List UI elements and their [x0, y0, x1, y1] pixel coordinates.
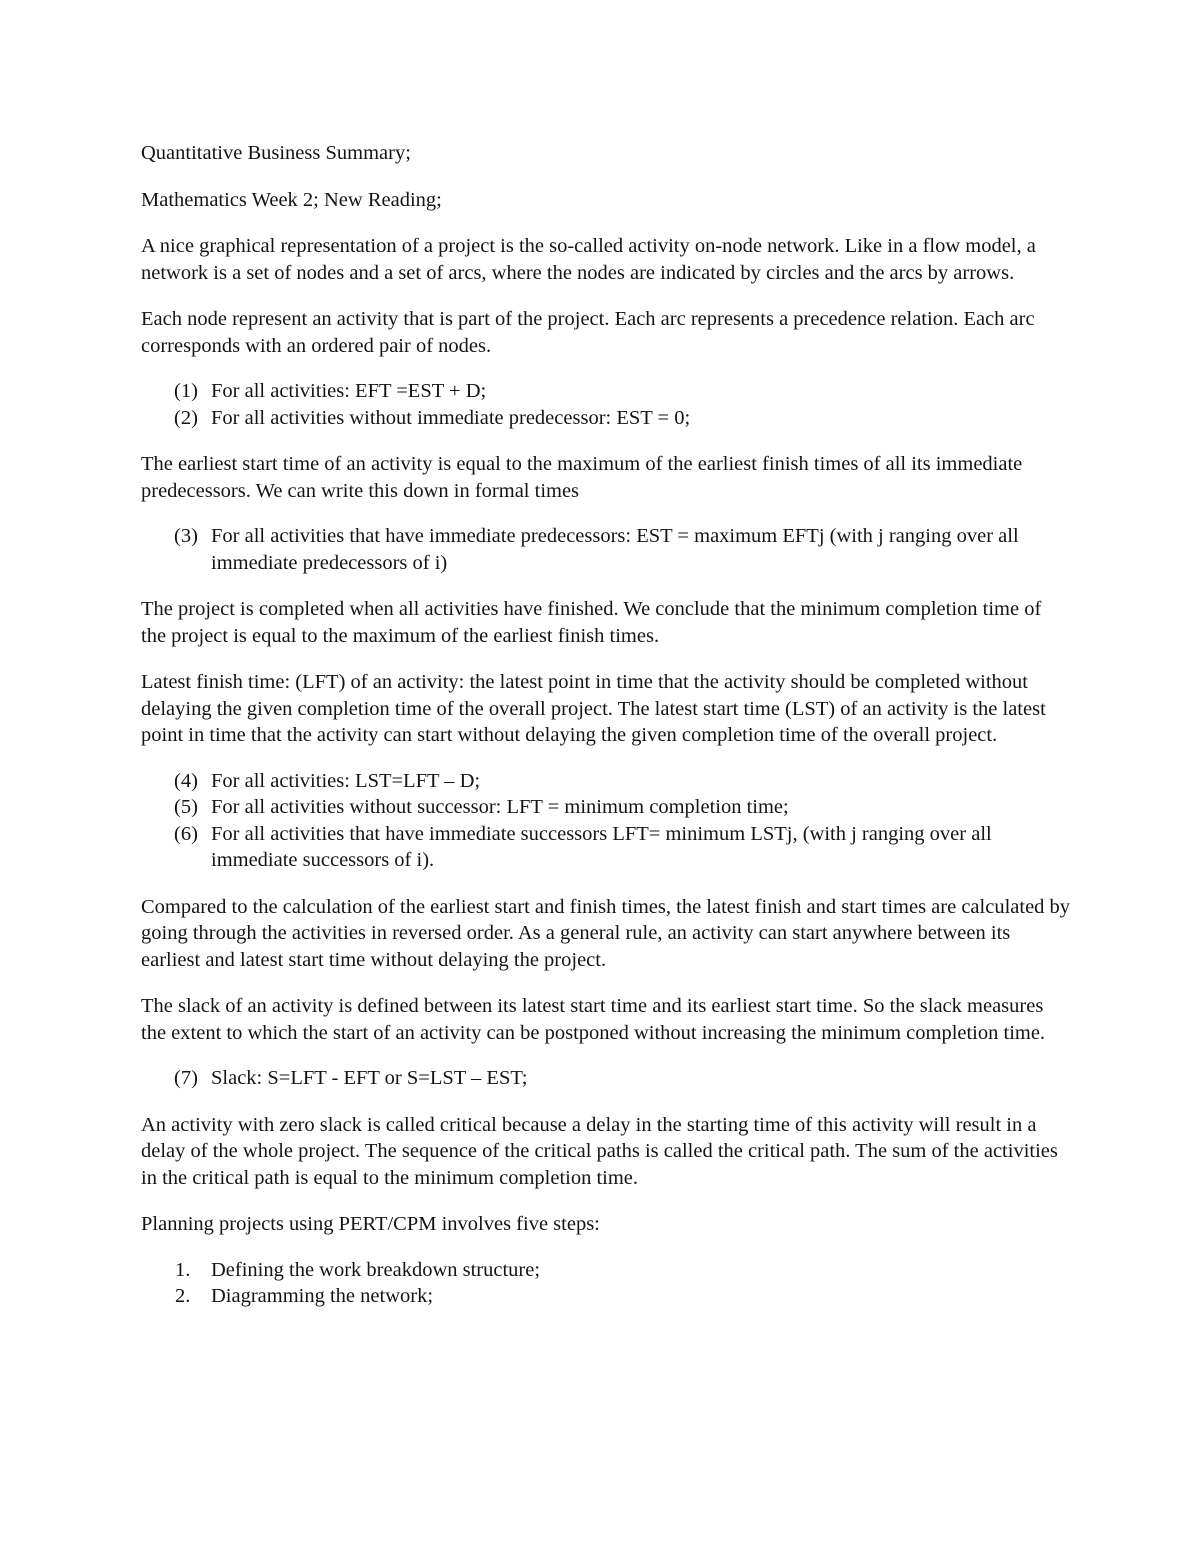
paragraph: Compared to the calculation of the earliest start and finish times, the latest finish and start times are calculated by going through the activities in reversed order. As a general rule, an activity can start anywhere between its earliest and latest start time without delaying the project.	[141, 895, 1071, 971]
document-title: Quantitative Business Summary;	[141, 142, 411, 164]
formula-number: (1)	[174, 380, 198, 402]
steps-list	[141, 1257, 1071, 1310]
formula-item	[141, 1065, 1071, 1092]
formula-text: For all activities that have immediate successors LFT= minimum LSTj, (with j ranging over all immediate successors of i).	[211, 822, 992, 871]
formula-item	[141, 378, 1071, 405]
formula-number: (4)	[174, 769, 198, 792]
paragraph: An activity with zero slack is called critical because a delay in the starting time of this activity will result in a delay of the whole project. The sequence of the critical paths is called the critical path. The sum of the activities in the critical path is equal to the minimum completion time.	[141, 1113, 1058, 1189]
paragraph: The earliest start time of an activity is equal to the maximum of the earliest finish times of all its immediate predecessors. We can write this down in formal times	[141, 453, 1023, 502]
formula-list	[141, 523, 1071, 576]
formula-number: (7)	[174, 1067, 198, 1089]
formula-number: (6)	[174, 822, 198, 845]
document-subtitle: Mathematics Week 2; New Reading;	[141, 188, 442, 211]
formula-item	[141, 768, 1071, 795]
paragraph: The slack of an activity is defined between its latest start time and its earliest start time. So the slack measures the extent to which the start of an activity can be postponed without increasing the minimum completion time.	[141, 995, 1046, 1044]
formula-text: Slack: S=LFT - EFT or S=LST – EST;	[211, 1067, 528, 1089]
paragraph: Each node represent an activity that is part of the project. Each arc represents a precedence relation. Each arc corresponds with an ordered pair of nodes.	[141, 308, 1035, 357]
step-number: 2.	[175, 1285, 191, 1307]
formula-item	[141, 523, 1071, 576]
formula-text: For all activities: EFT =EST + D;	[211, 380, 487, 402]
paragraph: A nice graphical representation of a project is the so-called activity on-node network. Like in a flow model, a network is a set of nodes and a set of arcs, where the nodes are indicated by circles and the arcs by arrows.	[141, 235, 1036, 284]
formula-number: (3)	[174, 525, 198, 547]
formula-number: (5)	[174, 796, 198, 818]
formula-number: (2)	[174, 406, 198, 429]
formula-text: For all activities without successor: LFT = minimum completion time;	[211, 796, 789, 818]
document-page	[141, 140, 1071, 1310]
formula-text: For all activities: LST=LFT – D;	[211, 769, 481, 792]
formula-item	[141, 405, 1071, 432]
formula-list	[141, 378, 1071, 431]
formula-text: For all activities without immediate predecessor: EST = 0;	[211, 406, 691, 429]
step-text: Diagramming the network;	[211, 1285, 434, 1307]
paragraph: The project is completed when all activities have finished. We conclude that the minimum completion time of the project is equal to the maximum of the earliest finish times.	[141, 598, 1042, 647]
list-item	[141, 1257, 1071, 1284]
paragraph: Latest finish time: (LFT) of an activity: the latest point in time that the activity should be completed without delaying the given completion time of the overall project. The latest start time (LST) of an activity is the latest point in time that the activity can start without delaying the given completion time of the overall project.	[141, 671, 1046, 746]
step-number: 1.	[175, 1258, 191, 1281]
list-item	[141, 1283, 1071, 1310]
formula-item	[141, 794, 1071, 821]
paragraph: Planning projects using PERT/CPM involves five steps:	[141, 1213, 600, 1235]
formula-list	[141, 768, 1071, 874]
formula-list	[141, 1065, 1071, 1092]
formula-text: For all activities that have immediate predecessors: EST = maximum EFTj (with j ranging over all immediate predecessors of i)	[211, 525, 1019, 574]
formula-item	[141, 821, 1071, 874]
step-text: Defining the work breakdown structure;	[211, 1258, 541, 1281]
